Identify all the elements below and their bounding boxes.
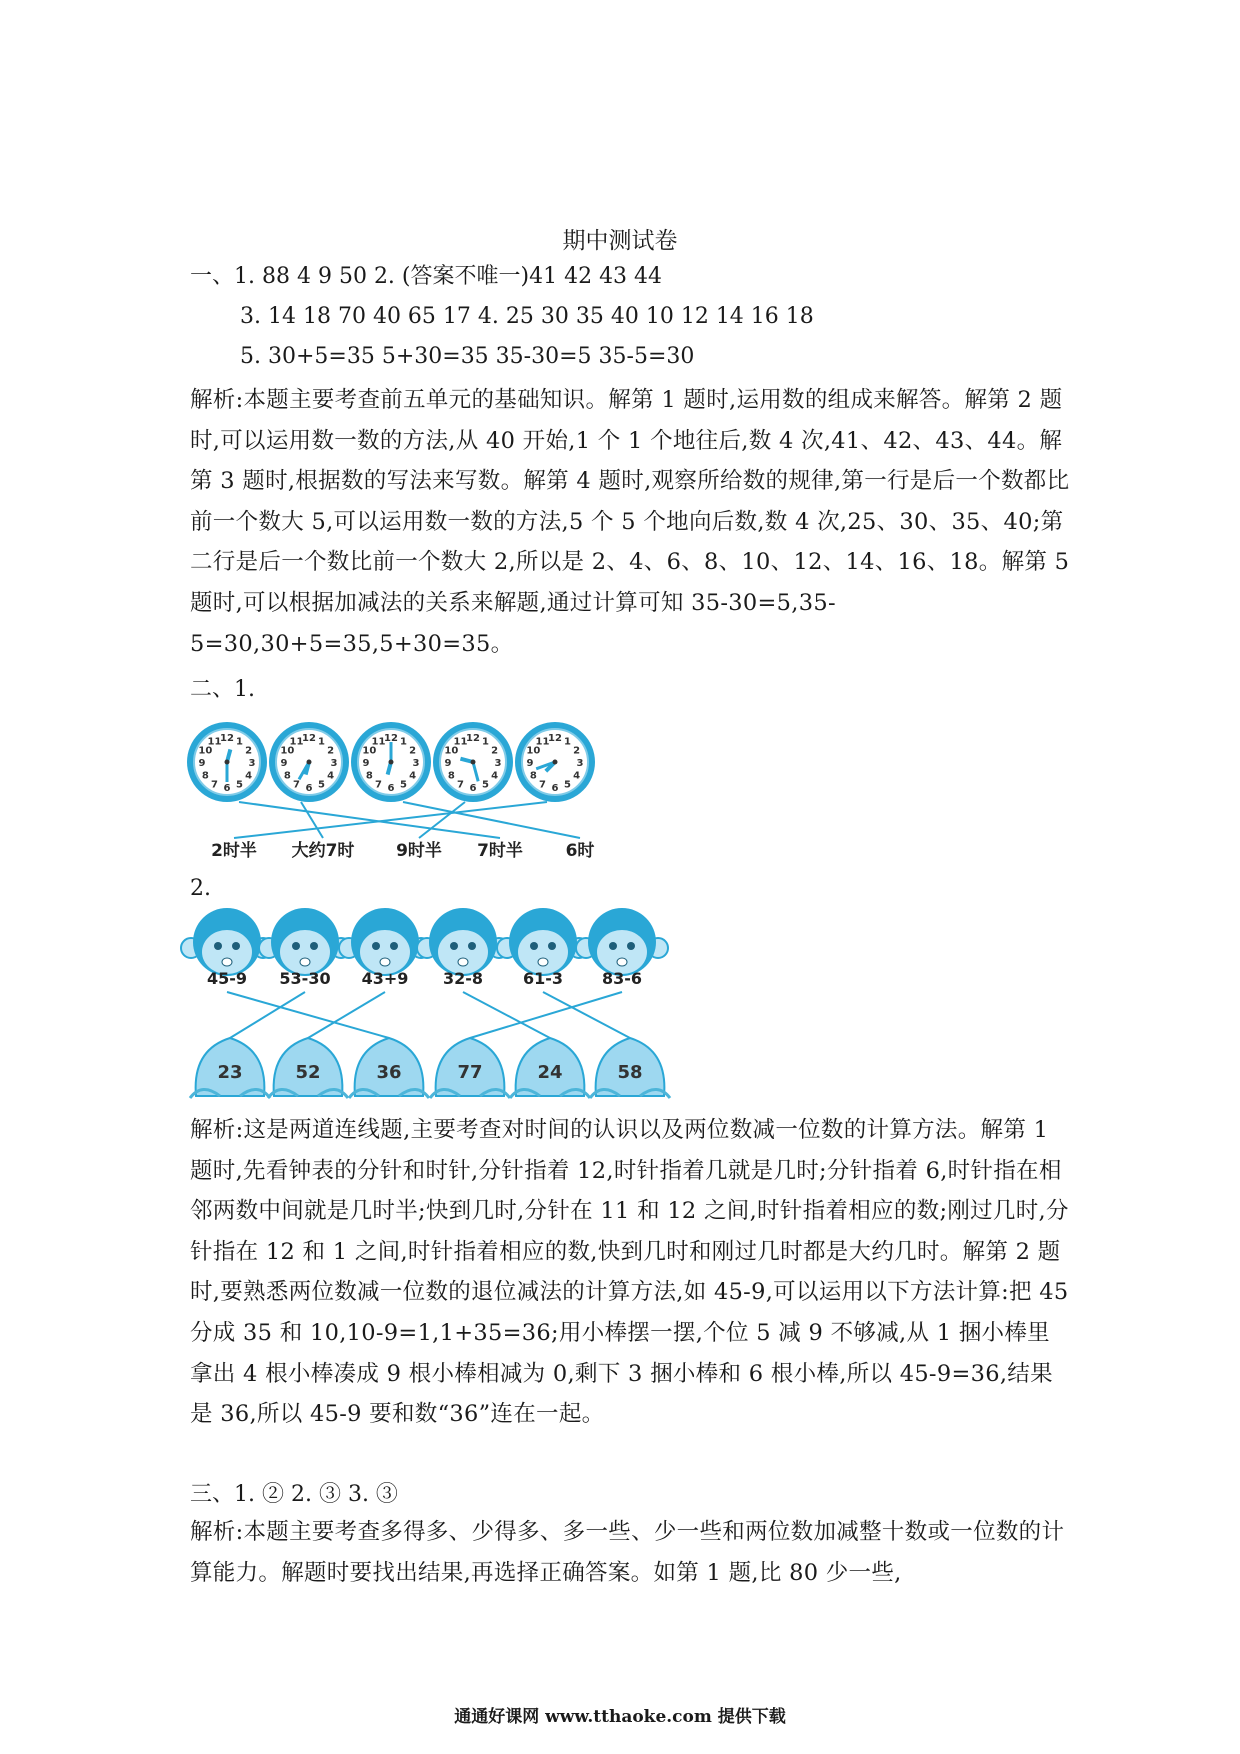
clock-number: 12 xyxy=(220,733,234,744)
clock-number: 4 xyxy=(573,770,581,782)
clock-number: 12 xyxy=(548,733,562,744)
clock-number: 7 xyxy=(375,779,382,791)
clock-number: 1 xyxy=(564,736,571,748)
clock-number: 9 xyxy=(444,758,452,769)
clock-number: 2 xyxy=(491,745,499,757)
clock-number: 7 xyxy=(539,779,546,791)
clock-number: 11 xyxy=(289,736,304,748)
clock-number: 3 xyxy=(248,758,256,769)
clock-label: 9时半 xyxy=(396,841,442,861)
answer-line-3: 5. 30+5=35 5+30=35 35-30=5 35-5=30 xyxy=(240,344,695,369)
monkey-eye xyxy=(390,942,398,950)
clock-number: 5 xyxy=(318,779,325,791)
section2-label-1: 二、1. xyxy=(190,677,255,702)
monkey-eye xyxy=(548,942,556,950)
monkey-face xyxy=(597,930,647,974)
peach-match-line xyxy=(463,992,550,1038)
monkey-eye xyxy=(232,942,240,950)
monkey-mouth xyxy=(538,958,548,966)
answer-line-2: 3. 14 18 70 40 65 17 4. 25 30 35 40 10 12 14 16 18 xyxy=(240,304,814,329)
monkey-mouth xyxy=(458,958,468,966)
clock-number: 3 xyxy=(412,758,420,769)
peach-match-line xyxy=(308,992,385,1038)
monkey-expression: 53-30 xyxy=(279,969,331,988)
monkey-face xyxy=(360,930,410,974)
clock-number: 9 xyxy=(362,758,370,769)
clock-number: 4 xyxy=(245,770,253,782)
clock-number: 6 xyxy=(305,783,313,794)
clock-label: 大约7时 xyxy=(291,841,355,861)
clock-number: 12 xyxy=(302,733,316,744)
monkey-mouth xyxy=(300,958,310,966)
clock-label: 2时半 xyxy=(211,841,257,861)
clock-number: 8 xyxy=(447,770,455,782)
clock-number: 12 xyxy=(466,733,480,744)
monkey-eye xyxy=(627,942,635,950)
clock-number: 10 xyxy=(362,745,377,757)
monkey-face xyxy=(202,930,252,974)
footer: 通通好课网 www.tthaoke.com 提供下载 xyxy=(454,1707,786,1727)
peach-match-line xyxy=(230,992,305,1038)
clock-number: 11 xyxy=(207,736,222,748)
clock-number: 10 xyxy=(198,745,213,757)
monkey-expression: 45-9 xyxy=(206,969,248,988)
monkey-face xyxy=(280,930,330,974)
answer-line-section3: 三、1. ② 2. ③ 3. ③ xyxy=(190,1482,398,1507)
clock-number: 2 xyxy=(327,745,335,757)
clock-number: 8 xyxy=(201,770,209,782)
analysis-2: 解析:这是两道连线题,主要考查对时间的认识以及两位数减一位数的计算方法。解第 1 题时,先看钟表的分针和时针,分针指着 12,时针指着几就是几时;分针指着 6,时针指在相邻两数中间就是几时半;快到几时,分针在 11 和 12 之间,时针指着相应的数;刚过几时,分针指在 12 和 1 之间,时针指着相应的数,快到几时和刚过几时都是大约几时。解第 2 题时,要熟悉两位数减一位数的退位减法的计算方法,如 45-9,可以运用以下方法计算:把 45 分成 35 和 10,10-9=1,1+35=36;用小棒摆一摆,个位 5 减 9 不够减,从 1 捆小棒里拿出 4 根小棒凑成 9 根小棒相减为 0,剩下 3 捆小棒和 6 根小棒,所以 45-9=36,结果是 36,所以 45-9 要和数“36”连在一起。 xyxy=(190,1117,1069,1428)
clock-number: 7 xyxy=(293,779,300,791)
monkey-eye xyxy=(530,942,538,950)
clock-number: 5 xyxy=(236,779,243,791)
clock-number: 4 xyxy=(409,770,417,782)
monkey-eye xyxy=(609,942,617,950)
clock-number: 10 xyxy=(526,745,541,757)
monkey-mouth xyxy=(617,958,627,966)
monkey-face xyxy=(518,930,568,974)
clock-number: 2 xyxy=(409,745,417,757)
analysis-1: 解析:本题主要考查前五单元的基础知识。解第 1 题时,运用数的组成来解答。解第 2 题时,可以运用数一数的方法,从 40 开始,1 个 1 个地往后,数 4 次,41、42、43、44。解第 3 题时,根据数的写法来写数。解第 4 题时,观察所给数的规律,第一行是后一个数都比前一个数大 5,可以运用数一数的方法,5 个 5 个地向后数,数 4 次,25、30、35、40;第二行是后一个数比前一个数大 2,所以是 2、4、6、8、10、12、14、16、18。解第 5 题时,可以根据加减法的关系来解题,通过计算可知 35-30=5,35-5=30,30+5=35,5+30=35。 xyxy=(190,387,1070,657)
answer-line-1: 一、1. 88 4 9 50 2. (答案不唯一)41 42 43 44 xyxy=(190,264,663,289)
clock-number: 11 xyxy=(371,736,386,748)
clock-number: 5 xyxy=(400,779,407,791)
clock-number: 8 xyxy=(283,770,291,782)
peach-match-line xyxy=(227,992,389,1038)
peach-value: 24 xyxy=(537,1062,563,1083)
clock-number: 2 xyxy=(573,745,581,757)
clock-number: 7 xyxy=(457,779,464,791)
monkey-eye xyxy=(468,942,476,950)
peach-value: 77 xyxy=(457,1062,483,1083)
page-title: 期中测试卷 xyxy=(562,228,678,254)
clock-number: 11 xyxy=(453,736,468,748)
monkey-eye xyxy=(450,942,458,950)
clock-number: 1 xyxy=(236,736,243,748)
clock-number: 6 xyxy=(387,783,395,794)
clock-label: 7时半 xyxy=(477,841,523,861)
section2-label-2: 2. xyxy=(190,876,211,901)
clock-number: 4 xyxy=(327,770,335,782)
clock-number: 8 xyxy=(365,770,373,782)
clock-number: 3 xyxy=(576,758,584,769)
monkey-eye xyxy=(214,942,222,950)
clock-match-line xyxy=(301,802,323,838)
monkey-eye xyxy=(292,942,300,950)
clock-number: 1 xyxy=(400,736,407,748)
clock-number: 3 xyxy=(494,758,502,769)
peach-value: 23 xyxy=(217,1062,243,1083)
clock-number: 7 xyxy=(211,779,218,791)
clock-number: 10 xyxy=(444,745,459,757)
clock-number: 12 xyxy=(384,733,398,744)
monkey-expression: 83-6 xyxy=(601,969,643,988)
peach-match-line xyxy=(470,992,622,1038)
peach-match-line xyxy=(543,992,630,1038)
peach-value: 36 xyxy=(376,1062,402,1083)
monkey-mouth xyxy=(380,958,390,966)
clock-number: 1 xyxy=(482,736,489,748)
clock-number: 11 xyxy=(535,736,550,748)
clock-number: 4 xyxy=(491,770,499,782)
peach-value: 58 xyxy=(617,1062,643,1083)
clock-number: 8 xyxy=(529,770,537,782)
clock-number: 9 xyxy=(526,758,534,769)
clock-number: 6 xyxy=(223,783,231,794)
clock-number: 5 xyxy=(564,779,571,791)
clock-number: 9 xyxy=(280,758,288,769)
monkey-expression: 32-8 xyxy=(442,969,484,988)
clock-number: 10 xyxy=(280,745,295,757)
clock-number: 3 xyxy=(330,758,338,769)
clock-number: 2 xyxy=(245,745,253,757)
peach-value: 52 xyxy=(295,1062,321,1083)
monkey-eye xyxy=(310,942,318,950)
monkey-eye xyxy=(372,942,380,950)
analysis-3: 解析:本题主要考查多得多、少得多、多一些、少一些和两位数加减整十数或一位数的计算能力。解题时要找出结果,再选择正确答案。如第 1 题,比 80 少一些, xyxy=(190,1519,1065,1586)
monkey-expression: 61-3 xyxy=(522,969,564,988)
clock-number: 6 xyxy=(551,783,559,794)
clock-number: 9 xyxy=(198,758,206,769)
monkey-mouth xyxy=(222,958,232,966)
monkey-expression: 43+9 xyxy=(361,969,409,988)
clock-number: 5 xyxy=(482,779,489,791)
clock-number: 1 xyxy=(318,736,325,748)
monkey-face xyxy=(438,930,488,974)
clock-number: 6 xyxy=(469,783,477,794)
clock-label: 6时 xyxy=(565,841,595,861)
